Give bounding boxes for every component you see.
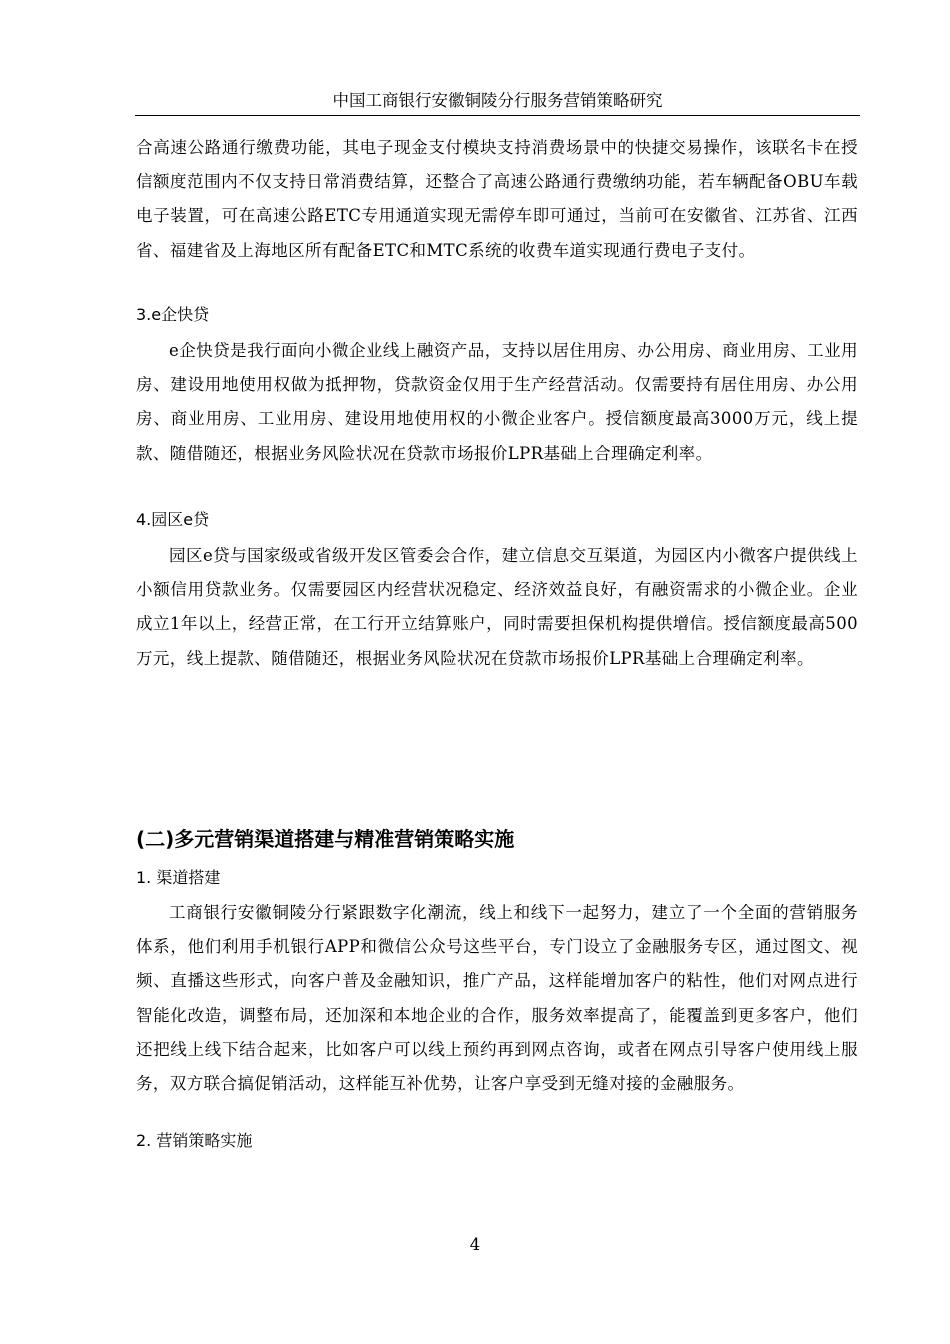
subheading-strategy-implementation: 2. 营销策略实施 <box>136 1131 253 1150</box>
heading-park-e-loan: 4.园区e贷 <box>136 510 210 529</box>
paragraph-park-e-loan: 园区e贷与国家级或省级开发区管委会合作，建立信息交互渠道，为园区内小微客户提供线上小额信用贷款业务。仅需要园区内经营状况稳定、经济效益良好，有融资需求的小微企业。企业成立1年以上，经营正常，在工行开立结算账户，同时需要担保机构提供增信。授信额度最高500万元，线上提款、随借随还，根据业务风险状况在贷款市场报价LPR基础上合理确定利率。 <box>136 546 858 668</box>
paragraph-channel-building: 工商银行安徽铜陵分行紧跟数字化潮流，线上和线下一起努力，建立了一个全面的营销服务体系，他们利用手机银行APP和微信公众号这些平台，专门设立了金融服务专区，通过图文、视频、直播这些形式，向客户普及金融知识，推广产品，这样能增加客户的粘性，他们对网点进行智能化改造，调整布局，还加深和本地企业的合作，服务效率提高了，能覆盖到更多客户，他们还把线上线下结合起来，比如客户可以线上预约再到网点咨询，或者在网点引导客户使用线上服务，双方联合搞促销活动，这样能互补优势，让客户享受到无缝对接的金融服务。 <box>136 903 858 1094</box>
section-title: (二)多元营销渠道搭建与精准营销策略实施 <box>136 827 515 851</box>
paragraph-continuation: 合高速公路通行缴费功能，其电子现金支付模块支持消费场景中的快捷交易操作，该联名卡在授信额度范围内不仅支持日常消费结算，还整合了高速公路通行费缴纳功能，若车辆配备OBU车载电子装置，可在高速公路ETC专用通道实现无需停车即可通过，当前可在安徽省、江苏省、江西省、福建省及上海地区所有配备ETC和MTC系统的收费车道实现通行费电子支付。 <box>136 138 858 260</box>
paragraph-e-enterprise-loan: e企快贷是我行面向小微企业线上融资产品，支持以居住用房、办公用房、商业用房、工业用房、建设用地使用权做为抵押物，贷款资金仅用于生产经营活动。仅需要持有居住用房、办公用房、商业用房、工业用房、建设用地使用权的小微企业客户。授信额度最高3000万元，线上提款、随借随还，根据业务风险状况在贷款市场报价LPR基础上合理确定利率。 <box>136 341 858 463</box>
running-header: 中国工商银行安徽铜陵分行服务营销策略研究 <box>135 90 860 116</box>
page-number: 4 <box>469 1235 481 1254</box>
heading-e-enterprise-loan: 3.e企快贷 <box>136 305 210 324</box>
subheading-channel-building: 1. 渠道搭建 <box>136 868 221 887</box>
